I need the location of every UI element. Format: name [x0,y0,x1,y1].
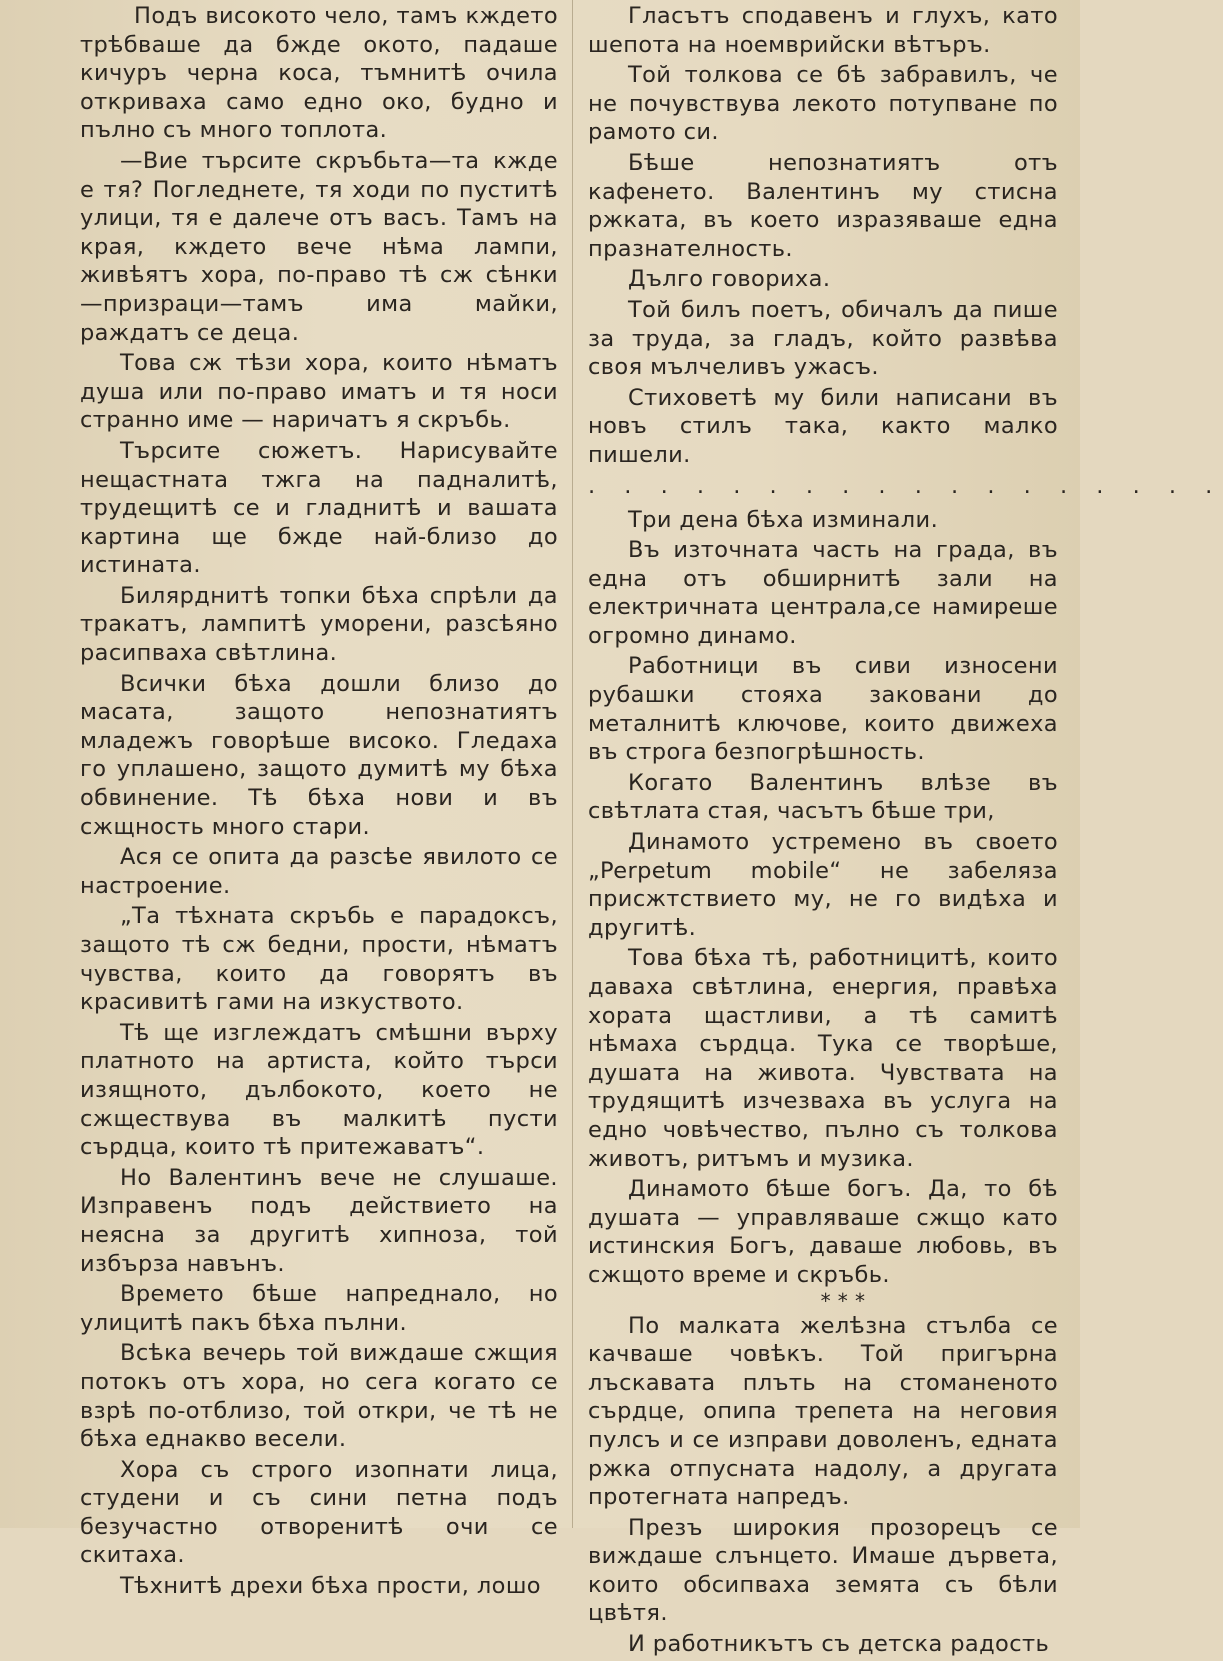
paragraph: Динамото бѣше богъ. Да, то бѣ душата — управляваше сжщо като истинския Богъ, даваше любовь, въ сжщото време и скръбь. [588,1176,1058,1288]
paragraph: Въ източната часть на града, въ една отъ обширнитѣ зали на електричната централа,се намиреше огромно динамо. [588,537,1058,649]
left-text-column [80,2,558,1603]
paragraph: По малката желѣзна стълба се качваше човѣкъ. Той пригърна лъскавата плъть на стоманеното сърдце, опипа трепета на неговия пулсъ и се изправи доволенъ, едната ржка отпусната надолу, а другата протегната напредъ. [588,1312,1058,1511]
paragraph: —Вие търсите скръбьта—та кжде е тя? Погледнете, тя ходи по пуститѣ улици, тя е далече отъ васъ. Тамъ на края, кждето вече нѣма лампи, живѣятъ хора, по-право тѣ сж сѣнки—призраци—тамъ има майки, раждатъ се деца. [80,147,558,346]
paragraph: Това сж тѣзи хора, които нѣматъ душа или по-право иматъ и тя носи странно име — наричатъ я скръбь. [80,350,558,434]
paragraph: Билярднитѣ топки бѣха спрѣли да тракатъ, лампитѣ уморени, разсѣяно расипваха свѣтлина. [80,582,558,667]
paragraph: Работници въ сиви износени рубашки стояха заковани до металнитѣ ключове, които движеха въ строга безпогрѣшность. [588,653,1058,766]
paragraph: Тѣхнитѣ дрехи бѣха прости, лошо [120,1573,541,1600]
paragraph: Това бѣха тѣ, работницитѣ, които даваха свѣтлина, енергия, правѣха хората щастливи, а тѣ самитѣ нѣмаха сърдца. Тука се творѣше, душата на живота. Чувствата на трудящитѣ изчезваха въ услуга на едно човѣчество, пълно съ толкова животъ, ритъмъ и музика. [588,945,1058,1172]
paragraph: Динамото устремено въ своето „Perpetum mobile“ не забеляза присжтствието му, не го видѣха и другитѣ. [588,829,1058,941]
right-text-column [588,2,1223,1661]
paragraph: Търсите сюжетъ. Нарисувайте нещастната тжга на падналитѣ, трудещитѣ се и гладнитѣ и вашата картина ще бжде най-близо до истината. [80,437,558,579]
paragraph: Подъ високото чело, тамъ кждето трѣбваше да бжде окото, падаше кичуръ черна коса, тъмнитѣ очила откриваха само едно око, будно и пълно съ много топлота. [80,3,558,144]
paragraph: Но Валентинъ вече не слушаше. Изправенъ подъ действието на неясна за другитѣ хипноза, той избърза навънъ. [80,1164,558,1277]
section-break: * * * [820,1288,866,1313]
paragraph: Ася се опита да разсѣе явилото се настроение. [80,844,558,899]
paragraph: Всѣка вечерь той виждаше сжщия потокъ отъ хора, но сега когато се взрѣ по-отблизо, той откри, че тѣ не бѣха еднакво весели. [80,1340,558,1453]
paragraph: Три дена бѣха изминали. [628,506,939,533]
paragraph: Тѣ ще изглеждатъ смѣшни върху платното на артиста, който търси изящното, дълбокото, което не сжществува въ малкитѣ пусти сърдца, които тѣ притежаватъ“. [80,1019,558,1161]
paragraph: „Та тѣхната скръбь е парадоксъ, защото тѣ сж бедни, прости, нѣматъ чувства, които да говорятъ въ красивитѣ гами на изкуството. [80,903,558,1016]
column-divider [572,0,573,1528]
paragraph: Хора съ строго изопнати лица, студени и съ сини петна подъ безучастно отворенитѣ очи се скитаха. [80,1456,558,1569]
paragraph: Презъ широкия прозорецъ се виждаше слънцето. Имаше дървета, които обсипваха земята съ бѣли цвѣтя. [588,1514,1058,1627]
paragraph: И работникътъ съ детска радость [628,1631,1050,1658]
paragraph: Дълго говориха. [628,266,831,293]
paragraph: Той билъ поетъ, обичалъ да пише за труда, за гладъ, който развѣва своя мълчеливъ ужасъ. [588,296,1058,381]
paragraph: Гласътъ сподавенъ и глухъ, като шепота на ноемврийски вѣтъръ. [588,3,1058,58]
paragraph: Той толкова се бѣ забравилъ, че не почувствува лекото потупване по рамото си. [588,62,1058,146]
paragraph: Всички бѣха дошли близо до масата, защото непознатиятъ младежъ говорѣше високо. Гледаха го уплашено, защото думитѣ му бѣха обвинение. Тѣ бѣха нови и въ сжщность много стари. [80,670,558,840]
paragraph: Когато Валентинъ влѣзе въ свѣтлата стая, часътъ бѣше три, [588,769,1058,825]
paragraph: Бѣше непознатиятъ отъ кафенето. Валентинъ му стисна ржката, въ което изразяваше една празнателность. [588,149,1058,262]
paragraph: Времето бѣше напреднало, но улицитѣ пакъ бѣха пълни. [80,1281,558,1336]
paragraph: Стиховетѣ му били написани въ новъ стилъ така, както малко пишели. [588,384,1058,468]
dot-leader: . . . . . . . . . . . . . . . . . . [588,472,1223,499]
